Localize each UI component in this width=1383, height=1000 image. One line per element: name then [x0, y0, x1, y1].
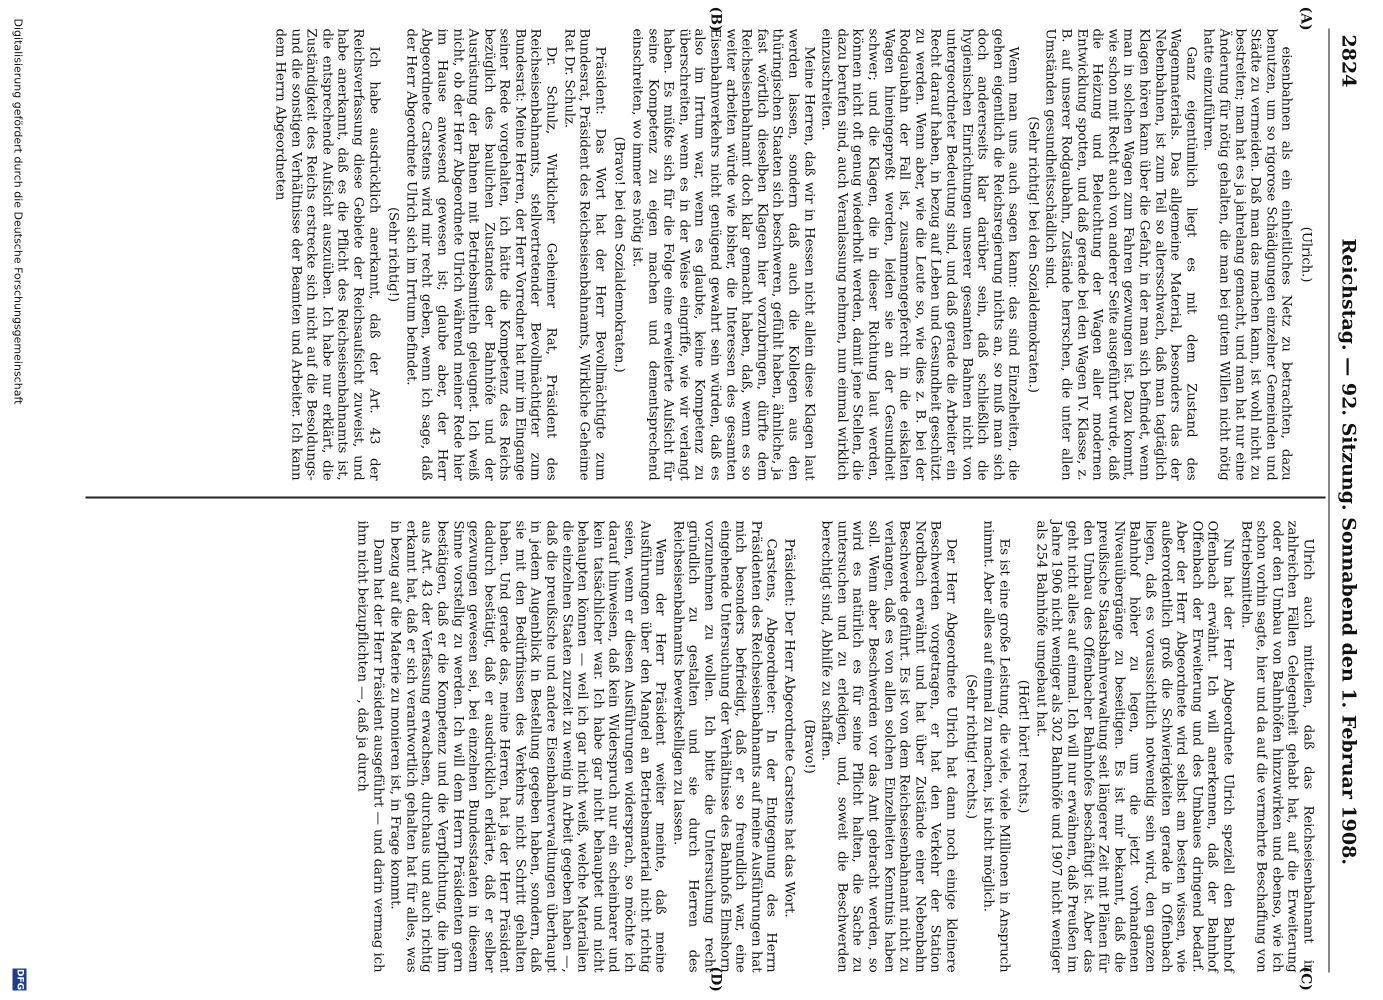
- footer: [9, 0, 27, 1000]
- margin-marker-c: (C): [1297, 966, 1313, 991]
- paragraph: (Sehr richtig! rechts.): [962, 673, 978, 819]
- paragraph: Ganz eigentümlich liegt es mit dem Zustand des Wagenmaterials. Das allgemeine Material, besonders das der Nebenbahnen, ist zum Teil so altersschwach, daß man tagtäglich Klagen hören kann über die Gefahr, in der man sich befindet, wenn man in solchen Wagen zum Fahren gezwungen ist. Dazu kommt, wie schon mit Recht auch von anderer Seite ausgeführt wurde, daß die Heizung und Beleuchtung der Wagen aller modernen Entwicklung spotten, und daß gerade bei den Wagen IV. Klasse, z. B. auf unserer Rodgaubahn, Zustände herrschen, die unter allen Umständen gesundheitsschädlich sind.: [1042, 28, 1198, 480]
- paragraph: Carstens, Abgeordneter: In der Entgegnung des Herrn Präsidenten des Reichseisenbahnamts auf meine Ausführungen hat mich besonders befriedigt, daß er so freundlich war, eine eingehende Untersuchung der Verhältnisse des Bahnhofs Elmshorn vorzunehmen zu wollen. Ich bitte die Untersuchung recht gründlich zu gestalten und sie durch Herren des Reichseisenbahnamts bewerkstelligen zu lassen.: [669, 520, 779, 972]
- paragraph: Präsident: Der Herr Abgeordnete Carstens hat das Wort.: [781, 538, 796, 918]
- paragraph: Wenn der Herr Präsident weiter meinte, daß meine Ausführungen über den Mangel an Betriebsmaterial nicht richtig seien, wenn er diesen Ausführungen widersprach, so möchte ich darauf hinweisen, daß kein Widerspruch nur ein scheinbarer und kein tatsächlicher war. Ich habe gar nicht behauptet und nicht behaupten können — weil ich gar nicht weiß, welche Materialien die einzelnen Staaten zurzeit zu wenig in Arbeit gegeben haben —, daß die preußische und andere Eisenbahnverwaltungen überhaupt in jedem Augenblick in Bestellung gegeben haben, sondern, daß sie mit den Bedürfnissen des Verkehrs nicht Schritt gehalten haben. Und gerade das, meine Herren, hat ja der Herr Präsident dadurch bestätigt, daß er ausdrücklich erklärte, daß er selber gezwungen gewesen sei, bei einzelnen Bundesstaaten in diesem Sinne vorstellig zu werden. Ich will dem Herrn Präsidenten gern bestätigen, daß er die Kompetenz und die Verpflichtung, die ihm aus Art. 43 der Verfassung erwachsen, durchaus und auch richtig erkannt hat, daß er sich verantwortlich gehalten hat für alles, was in bezug auf die Materie zu monieren ist, in Frage kommt.: [387, 520, 668, 972]
- margin-marker-a: (A): [1297, 6, 1313, 31]
- paragraph: (Bravo! bei den Sozialdemokraten.): [611, 135, 627, 373]
- paragraph: Wenn man uns auch sagen kann: das sind Einzelheiten, die gehen eigentlich die Reichsregierung nichts an, so muß man sich doch andererseits klar darüber sein, daß schließlich die hygienischen Einrichtungen unserer gesamten Bahnen nicht von untergeordneter Bedeutung sind, und daß gerade die Arbeiter ein Recht darauf haben, in bezug auf Leben und Gesundheit geschützt zu werden. Wenn aber, wie die Leute so, wie dies z. B. bei der Rodgaubahn der Fall ist, zusammengepfercht in die eiskalten Wagen hineingepreßt werden, leiden sie an der Gesundheit schwer; und die Klagen, die in dieser Richtung laut werden, können nicht oft genug wiederholt werden, damit jene Stellen, die dazu berufen sind, auch Veranlassung nehmen, nun einmal wirklich einzuschreiten.: [818, 28, 1021, 480]
- margin-marker-d: (D): [707, 966, 723, 992]
- left-column: [85, 28, 1315, 480]
- paragraph: (Hört! hört! rechts.): [1015, 679, 1031, 813]
- digitization-credit: Digitalisierung gefördert durch die Deutsche Forschungsgemeinschaft: [11, 18, 24, 404]
- page-header: [1328, 28, 1363, 972]
- paragraph: Es ist eine große Leistung, die viele, viele Millionen in Anspruch nimmt. Aber alles auf einmal zu machen, ist nicht möglich.: [980, 520, 1011, 972]
- paragraph: Ich habe ausdrücklich anerkannt, daß der Art. 43 der Reichsverfassung diese Gebiete der Reichsaufsicht zuweist, und habe anerkannt, daß es die Pflicht des Reichseisenbahnamts ist, die entsprechende Aufsicht auszuüben. Ich habe nur erklärt, die Zuständigkeit des Reichs erstrecke sich nicht auf die Besoldungs- und die sonstigen Verhältnisse der Beamten und Arbeiter. Ich kann dem Herrn Abgeordneten: [272, 28, 381, 480]
- paragraph: (Ulrich.): [1298, 226, 1313, 282]
- paragraph: Dr. Schulz, Wirklicher Geheimer Rat, Präsident des Reichseisenbahnamts, stellvertretender Bevollmächtigter zum Bundesrat: Meine Herren, der Herr Vorredner hat mir im Eingange seiner Rede vorgehalten, ich hätte die Kompetenz des Reichs bezüglich des baulichen Zustandes der Bahnhöfe und der Ausrüstung der Bahnen mit Betriebsmitteln geleugnet. Ich weiß nicht, ob der Herr Abgeordnete Ulrich während meiner Rede hier im Hause anwesend gewesen ist; glaube aber, der Herr Abgeordnete Carstens wird mir recht geben, wenn ich sage, daß der Herr Abgeordnete Ulrich sich im Irrtum befindet.: [402, 28, 559, 480]
- column-divider: [85, 496, 1325, 498]
- page-title: Reichstag. — 92. Sitzung. Sonnabend den 1. Februar 1908.: [1337, 238, 1359, 865]
- dfg-logo: DFG: [14, 968, 24, 990]
- right-column: [85, 520, 1315, 972]
- paragraph: Dann hat der Herr Präsident ausgeführt — und darin vermag ich ihm nicht beizupflichten —, daß ja durch: [353, 520, 385, 972]
- paragraph: (Sehr richtig! bei den Sozialdemokraten.): [1024, 115, 1040, 393]
- paragraph: Der Herr Abgeordnete Ulrich hat dann noch einige kleinere Beschwerden vorgetragen, er hat den Verkehr der Station Nordbach erwähnt und hat über Zustände einer Nebenbahn Beschwerde geführt. Es ist von dem Reichseisenbahnamt nicht zu verlangen, daß es von allen solchen Einzelheiten Kenntnis haben soll. Wenn aber Beschwerden vor das Amt gebracht werden, so wird es natürlich es für seine Pflicht halten, die Sache zu untersuchen und zu erledigen, und, soweit die Beschwerden berechtigt sind, Abhilfe zu schaffen.: [818, 520, 958, 972]
- paragraph: (Sehr richtig!): [385, 206, 401, 302]
- paragraph: (Bravo!): [800, 718, 816, 774]
- margin-marker-b: (B): [707, 6, 723, 32]
- paragraph: eisenbahnen als ein einheitliches Netz zu betrachten, dazu benutzen, um so rigorose Schädigungen einzelner Gemeinden und Städte zu vermeiden. Daß man das machen kann, ist wohl nicht zu bestreiten; man hat es ja jahrelang gemacht, und man hat nur eine Änderung für nötig gehalten, die man bei gutem Willen nicht nötig hatte einzuführen.: [1200, 28, 1294, 480]
- paragraph: Nun hat der Herr Abgeordnete Ulrich speziell den Bahnhof Offenbach erwähnt. Ich will anerkennen, daß der Bahnhof Offenbach der Erweiterung und des Umbaues dringend bedarf. Aber der Herr Abgeordnete wird selbst am besten wissen, wie außerordentlich groß die Schwierigkeiten gerade in Offenbach liegen, daß es voraussichtlich notwendig sein wird, den ganzen Bahnhof höher zu legen, um die jetzt vorhandenen Niveauübergänge zu beseitigen. Es ist mir bekannt, daß die preußische Staatsbahnverwaltung seit längerer Zeit mit Plänen für den Umbau des Offenbacher Bahnhofes beschäftigt ist. Aber das geht nicht alles auf einmal. Ich will nur erwähnen, daß Preußen im Jahre 1906 nicht weniger als 302 Bahnhöfe und 1907 nicht weniger als 254 Bahnhöfe umgebaut hat.: [1032, 520, 1236, 972]
- paragraph: Meine Herren, daß wir in Hessen nicht allein diese Klagen laut werden lassen, sondern daß auch die Kollegen aus den thüringischen Staaten sich beschweren, gefühlt haben, ähnliche, ja fast wörtlich dieselben Klagen hier vorzubringen, dürfte dem Reichseisenbahnamt doch klar gemacht haben, daß, wenn es so weiter arbeiten würde wie bisher, die Interessen des gesamten Eisenbahnverkehrs nicht genügend gewahrt sein würden, daß es also im Irrtum war, wenn es glaubte, keine Kompetenz zu überschreiten, wenn es in der Weise eingriffe, wie wir verlangt haben. Es müßte sich für die Folge eine erweiterte Aufsicht für seine Kompetenz zu eigen machen und dementsprechend einschreiten, wo immer es nötig ist.: [629, 28, 816, 480]
- paragraph: Präsident: Das Wort hat der Herr Bevollmächtigte zum Bundesrat, Präsident des Reichseisenbahnamts, Wirkliche Geheime Rat Dr. Schulz.: [560, 28, 607, 480]
- page-number: 2824: [1337, 34, 1359, 87]
- paragraph: Ulrich auch mitteilen, daß das Reichseisenbahnamt in zahlreichen Fällen Gelegenheit gehabt hat, auf die Erweiterung oder den Umbau von Bahnhöfen hinzuwirken und ebenso, wie ich schon vorhin sagte, hier und da auf die vermehrte Beschaffung von Betriebsmitteln.: [1237, 520, 1315, 972]
